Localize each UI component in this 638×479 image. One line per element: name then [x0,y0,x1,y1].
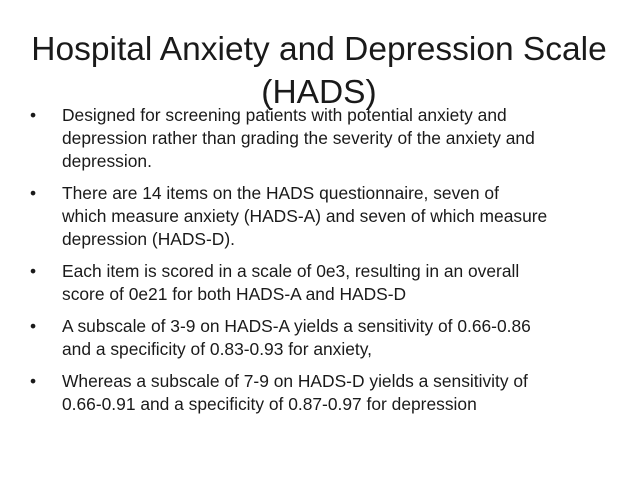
bullet-line: depression. [62,151,152,171]
slide-title [30,28,608,114]
title-line: Hospital Anxiety and Depression Scale [31,31,607,69]
bullet-line: which measure anxiety (HADS-A) and seven of which measure [62,206,548,226]
bullet-item [30,370,620,416]
bullet-line: Each item is scored in a scale of 0e3, resulting in an overall [62,261,520,281]
bullet-dot-icon: • [30,105,37,125]
bullet-line: Whereas a subscale of 7-9 on HADS-D yields a sensitivity of [62,371,528,391]
bullet-dot-icon: • [30,316,37,336]
title-line: (HADS) [261,74,377,112]
bullet-dot-icon: • [30,261,37,281]
bullet-item [30,315,620,361]
bullet-item [30,182,620,251]
bullet-item [30,104,620,173]
bullet-line: depression (HADS-D). [62,229,235,249]
bullet-text [62,260,620,306]
bullet-text [62,315,620,361]
bullet-line: A subscale of 3-9 on HADS-A yields a sensitivity of 0.66-0.86 [62,316,531,336]
bullet-item [30,260,620,306]
bullet-dot-icon: • [30,183,37,203]
bullet-line: Designed for screening patients with potential anxiety and [62,105,507,125]
bullet-list [30,104,620,425]
bullet-dot-icon: • [30,371,37,391]
bullet-line: depression rather than grading the severity of the anxiety and [62,128,535,148]
bullet-line: There are 14 items on the HADS questionnaire, seven of [62,183,499,203]
bullet-text [62,370,620,416]
bullet-line: and a specificity of 0.83-0.93 for anxiety, [62,339,372,359]
bullet-line: 0.66-0.91 and a specificity of 0.87-0.97 for depression [62,394,477,414]
bullet-line: score of 0e21 for both HADS-A and HADS-D [62,284,407,304]
bullet-text [62,182,620,251]
bullet-text [62,104,620,173]
